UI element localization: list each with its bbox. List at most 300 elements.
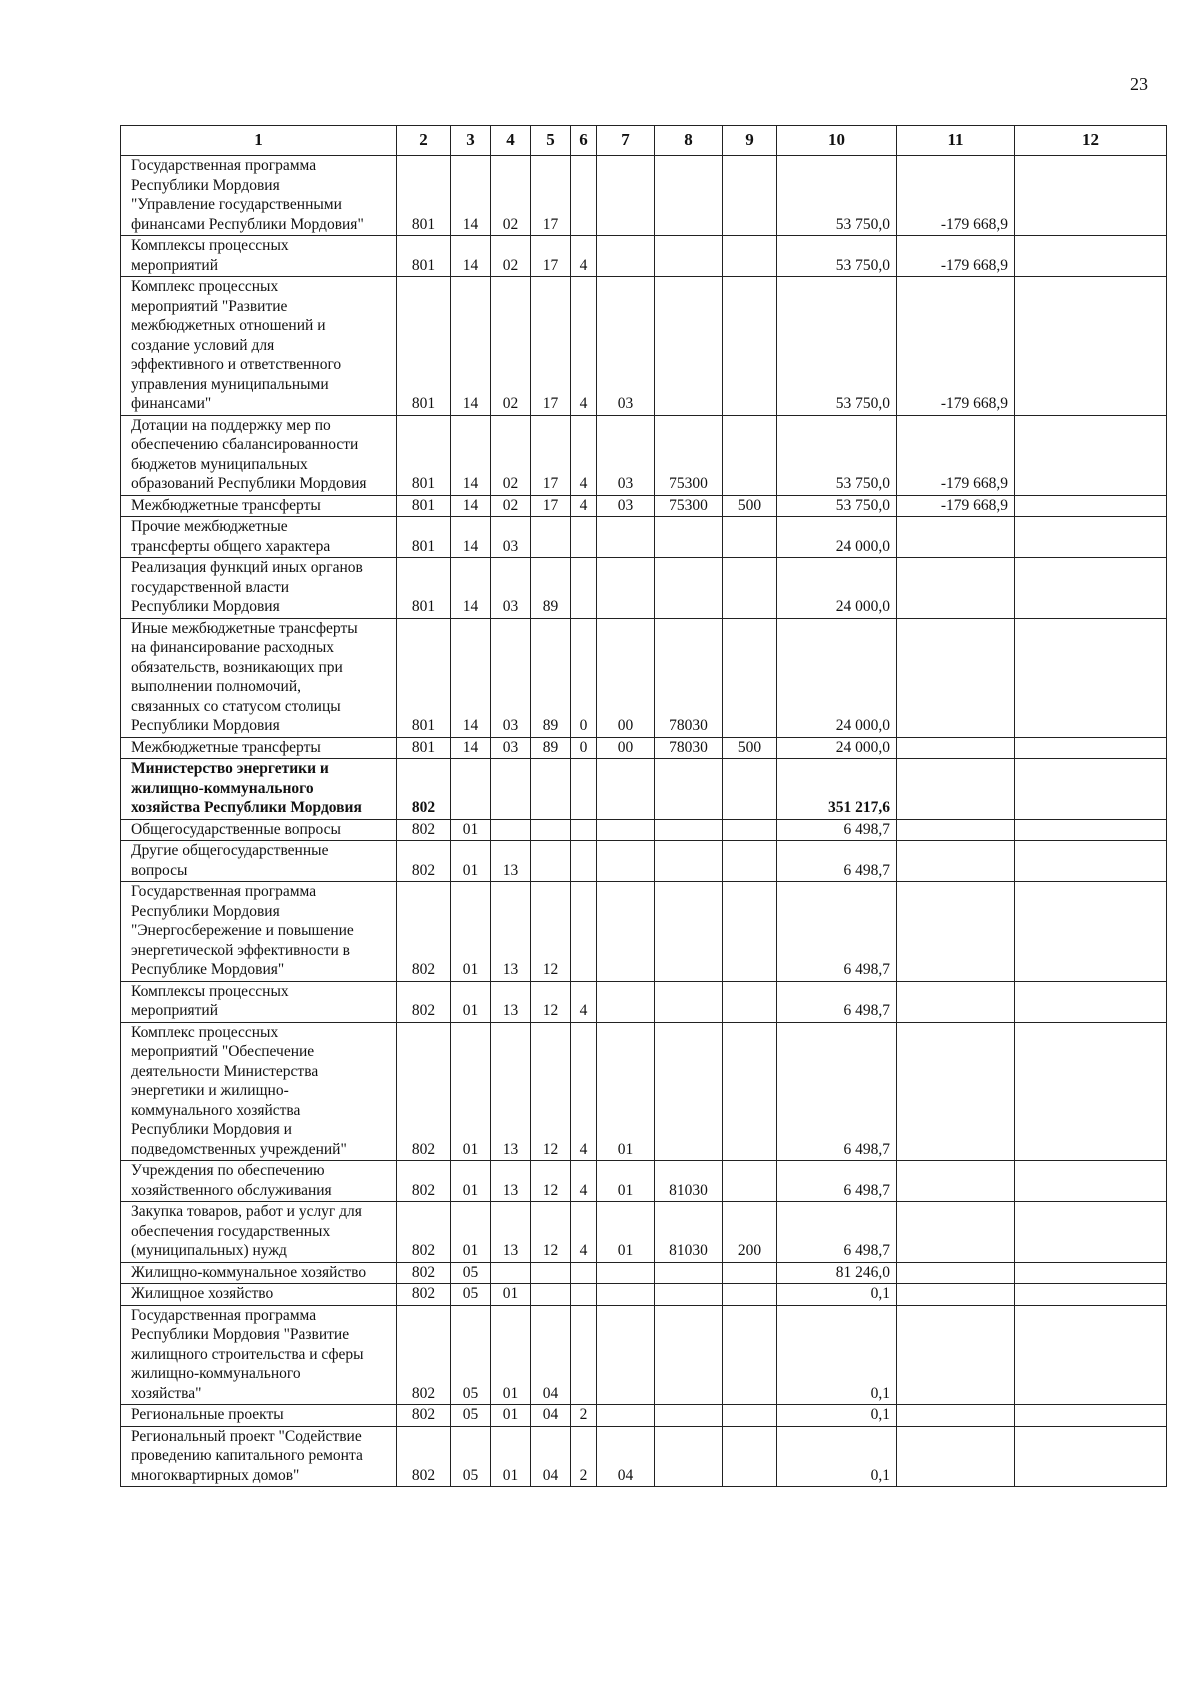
cell-col-7: 00 bbox=[597, 618, 655, 737]
cell-col-4 bbox=[491, 1262, 531, 1284]
cell-col-9 bbox=[723, 1262, 777, 1284]
cell-col-3: 05 bbox=[451, 1426, 491, 1487]
cell-col-5 bbox=[531, 1284, 571, 1306]
cell-col-7: 01 bbox=[597, 1022, 655, 1161]
cell-col-3 bbox=[451, 759, 491, 820]
cell-col-3: 01 bbox=[451, 841, 491, 882]
cell-col-5: 12 bbox=[531, 882, 571, 982]
cell-col-9: 500 bbox=[723, 737, 777, 759]
cell-col-8 bbox=[655, 558, 723, 619]
cell-col-6: 0 bbox=[571, 737, 597, 759]
cell-col-6: 4 bbox=[571, 236, 597, 277]
cell-col-9 bbox=[723, 156, 777, 236]
cell-col-12 bbox=[1015, 1202, 1167, 1263]
cell-col-7 bbox=[597, 841, 655, 882]
cell-col-9 bbox=[723, 517, 777, 558]
cell-col-10: 53 750,0 bbox=[777, 495, 897, 517]
cell-col-11: -179 668,9 bbox=[897, 495, 1015, 517]
cell-col-12 bbox=[1015, 618, 1167, 737]
table-row bbox=[121, 1284, 1167, 1306]
table-row bbox=[121, 1405, 1167, 1427]
cell-name: Государственная программа Республики Мордовия "Управление государственными финансами Республики Мордовия" bbox=[121, 156, 397, 236]
cell-col-9 bbox=[723, 981, 777, 1022]
cell-col-9 bbox=[723, 1426, 777, 1487]
cell-col-6: 4 bbox=[571, 981, 597, 1022]
cell-col-7 bbox=[597, 1262, 655, 1284]
cell-col-5: 17 bbox=[531, 495, 571, 517]
cell-name: Межбюджетные трансферты bbox=[121, 737, 397, 759]
cell-col-8: 78030 bbox=[655, 618, 723, 737]
cell-col-9 bbox=[723, 558, 777, 619]
cell-name: Комплексы процессных мероприятий bbox=[121, 236, 397, 277]
cell-col-8 bbox=[655, 1405, 723, 1427]
cell-col-5: 17 bbox=[531, 156, 571, 236]
cell-col-4: 02 bbox=[491, 495, 531, 517]
cell-col-8 bbox=[655, 1426, 723, 1487]
cell-col-7 bbox=[597, 1284, 655, 1306]
cell-col-8 bbox=[655, 277, 723, 416]
cell-col-2: 801 bbox=[397, 236, 451, 277]
cell-col-8 bbox=[655, 841, 723, 882]
cell-col-3: 14 bbox=[451, 277, 491, 416]
cell-col-12 bbox=[1015, 1426, 1167, 1487]
cell-col-6 bbox=[571, 819, 597, 841]
cell-col-5: 17 bbox=[531, 277, 571, 416]
cell-col-3: 01 bbox=[451, 882, 491, 982]
cell-col-4: 03 bbox=[491, 517, 531, 558]
cell-col-6: 2 bbox=[571, 1405, 597, 1427]
column-header-7: 7 bbox=[597, 126, 655, 156]
cell-col-4: 02 bbox=[491, 236, 531, 277]
table-row bbox=[121, 1305, 1167, 1405]
cell-col-3: 14 bbox=[451, 236, 491, 277]
cell-col-5 bbox=[531, 517, 571, 558]
table-row bbox=[121, 1202, 1167, 1263]
cell-col-9 bbox=[723, 618, 777, 737]
cell-col-9 bbox=[723, 819, 777, 841]
cell-col-5: 89 bbox=[531, 737, 571, 759]
cell-col-3: 14 bbox=[451, 618, 491, 737]
cell-col-3: 14 bbox=[451, 517, 491, 558]
cell-col-9 bbox=[723, 1022, 777, 1161]
cell-col-9 bbox=[723, 759, 777, 820]
cell-col-12 bbox=[1015, 841, 1167, 882]
table-row bbox=[121, 819, 1167, 841]
cell-col-6 bbox=[571, 882, 597, 982]
cell-col-10: 0,1 bbox=[777, 1405, 897, 1427]
cell-col-3: 05 bbox=[451, 1405, 491, 1427]
cell-col-6 bbox=[571, 1305, 597, 1405]
cell-col-12 bbox=[1015, 1284, 1167, 1306]
cell-col-6: 4 bbox=[571, 277, 597, 416]
cell-col-11 bbox=[897, 1262, 1015, 1284]
cell-col-2: 801 bbox=[397, 415, 451, 495]
cell-col-4: 03 bbox=[491, 737, 531, 759]
cell-col-9 bbox=[723, 841, 777, 882]
cell-col-6: 4 bbox=[571, 495, 597, 517]
cell-col-4: 13 bbox=[491, 1161, 531, 1202]
cell-col-4: 01 bbox=[491, 1426, 531, 1487]
cell-col-8 bbox=[655, 819, 723, 841]
cell-col-3: 01 bbox=[451, 981, 491, 1022]
table-row bbox=[121, 1161, 1167, 1202]
cell-col-12 bbox=[1015, 277, 1167, 416]
cell-col-3: 14 bbox=[451, 495, 491, 517]
cell-col-12 bbox=[1015, 517, 1167, 558]
cell-name: Дотации на поддержку мер по обеспечению сбалансированности бюджетов муниципальных образований Республики Мордовия bbox=[121, 415, 397, 495]
cell-col-7 bbox=[597, 1405, 655, 1427]
cell-col-11 bbox=[897, 1426, 1015, 1487]
cell-col-11 bbox=[897, 1305, 1015, 1405]
cell-name: Общегосударственные вопросы bbox=[121, 819, 397, 841]
cell-col-11 bbox=[897, 1284, 1015, 1306]
cell-col-2: 801 bbox=[397, 737, 451, 759]
cell-col-11 bbox=[897, 819, 1015, 841]
table-row bbox=[121, 156, 1167, 236]
cell-col-3: 01 bbox=[451, 1161, 491, 1202]
cell-col-12 bbox=[1015, 819, 1167, 841]
cell-col-2: 802 bbox=[397, 981, 451, 1022]
cell-name: Жилищное хозяйство bbox=[121, 1284, 397, 1306]
cell-col-11 bbox=[897, 981, 1015, 1022]
cell-col-5: 89 bbox=[531, 558, 571, 619]
table-row bbox=[121, 236, 1167, 277]
cell-col-7 bbox=[597, 236, 655, 277]
cell-col-2: 802 bbox=[397, 1022, 451, 1161]
cell-col-3: 05 bbox=[451, 1262, 491, 1284]
cell-col-2: 802 bbox=[397, 759, 451, 820]
cell-col-4: 13 bbox=[491, 1022, 531, 1161]
cell-col-11 bbox=[897, 618, 1015, 737]
cell-col-4 bbox=[491, 819, 531, 841]
cell-col-12 bbox=[1015, 882, 1167, 982]
cell-col-11: -179 668,9 bbox=[897, 277, 1015, 416]
cell-col-11 bbox=[897, 1405, 1015, 1427]
cell-col-3: 14 bbox=[451, 415, 491, 495]
cell-col-2: 801 bbox=[397, 495, 451, 517]
cell-col-10: 6 498,7 bbox=[777, 1022, 897, 1161]
cell-col-9 bbox=[723, 1305, 777, 1405]
cell-col-9 bbox=[723, 1284, 777, 1306]
cell-col-9 bbox=[723, 277, 777, 416]
column-header-12: 12 bbox=[1015, 126, 1167, 156]
cell-col-10: 0,1 bbox=[777, 1426, 897, 1487]
cell-col-12 bbox=[1015, 156, 1167, 236]
cell-col-2: 802 bbox=[397, 841, 451, 882]
cell-col-2: 802 bbox=[397, 1284, 451, 1306]
cell-col-5: 89 bbox=[531, 618, 571, 737]
cell-col-9: 500 bbox=[723, 495, 777, 517]
cell-col-10: 53 750,0 bbox=[777, 236, 897, 277]
cell-col-5: 04 bbox=[531, 1426, 571, 1487]
cell-col-7: 03 bbox=[597, 277, 655, 416]
cell-col-6: 4 bbox=[571, 1022, 597, 1161]
column-header-3: 3 bbox=[451, 126, 491, 156]
table-row bbox=[121, 415, 1167, 495]
cell-col-6 bbox=[571, 1262, 597, 1284]
cell-name: Другие общегосударственные вопросы bbox=[121, 841, 397, 882]
table-row bbox=[121, 618, 1167, 737]
cell-col-8 bbox=[655, 1305, 723, 1405]
cell-col-11 bbox=[897, 1202, 1015, 1263]
table-row bbox=[121, 841, 1167, 882]
table-row bbox=[121, 277, 1167, 416]
cell-col-5: 12 bbox=[531, 981, 571, 1022]
column-header-5: 5 bbox=[531, 126, 571, 156]
cell-col-6: 4 bbox=[571, 415, 597, 495]
cell-col-5 bbox=[531, 819, 571, 841]
cell-col-8 bbox=[655, 156, 723, 236]
cell-col-4: 13 bbox=[491, 981, 531, 1022]
cell-col-11 bbox=[897, 737, 1015, 759]
cell-name: Региональный проект "Содействие проведению капитального ремонта многоквартирных домов" bbox=[121, 1426, 397, 1487]
table-row bbox=[121, 737, 1167, 759]
cell-col-3: 14 bbox=[451, 737, 491, 759]
cell-col-12 bbox=[1015, 558, 1167, 619]
cell-col-11 bbox=[897, 841, 1015, 882]
cell-col-6 bbox=[571, 558, 597, 619]
cell-col-9 bbox=[723, 1405, 777, 1427]
cell-col-5: 12 bbox=[531, 1202, 571, 1263]
cell-col-8: 75300 bbox=[655, 415, 723, 495]
cell-col-3: 14 bbox=[451, 156, 491, 236]
cell-col-7 bbox=[597, 517, 655, 558]
cell-col-2: 802 bbox=[397, 1426, 451, 1487]
cell-col-7: 03 bbox=[597, 415, 655, 495]
cell-col-7: 01 bbox=[597, 1202, 655, 1263]
cell-col-4: 13 bbox=[491, 1202, 531, 1263]
cell-col-11: -179 668,9 bbox=[897, 156, 1015, 236]
cell-col-9 bbox=[723, 1161, 777, 1202]
cell-col-8 bbox=[655, 759, 723, 820]
cell-col-10: 6 498,7 bbox=[777, 1202, 897, 1263]
cell-name: Комплекс процессных мероприятий "Развитие межбюджетных отношений и создание условий для эффективного и ответственного управления муниципальными финансами" bbox=[121, 277, 397, 416]
cell-col-5 bbox=[531, 759, 571, 820]
cell-col-7 bbox=[597, 981, 655, 1022]
cell-col-9 bbox=[723, 415, 777, 495]
cell-col-2: 801 bbox=[397, 156, 451, 236]
cell-name: Реализация функций иных органов государственной власти Республики Мордовия bbox=[121, 558, 397, 619]
cell-col-5: 17 bbox=[531, 415, 571, 495]
column-header-2: 2 bbox=[397, 126, 451, 156]
cell-col-6: 0 bbox=[571, 618, 597, 737]
cell-name: Комплексы процессных мероприятий bbox=[121, 981, 397, 1022]
cell-col-10: 6 498,7 bbox=[777, 1161, 897, 1202]
cell-col-9 bbox=[723, 236, 777, 277]
cell-col-11: -179 668,9 bbox=[897, 415, 1015, 495]
cell-col-3: 05 bbox=[451, 1284, 491, 1306]
cell-col-6 bbox=[571, 759, 597, 820]
cell-col-7: 00 bbox=[597, 737, 655, 759]
table-row bbox=[121, 1426, 1167, 1487]
cell-col-12 bbox=[1015, 1161, 1167, 1202]
cell-col-10: 6 498,7 bbox=[777, 819, 897, 841]
cell-name: Прочие межбюджетные трансферты общего характера bbox=[121, 517, 397, 558]
cell-col-4: 02 bbox=[491, 415, 531, 495]
cell-col-8 bbox=[655, 1284, 723, 1306]
cell-col-10: 6 498,7 bbox=[777, 882, 897, 982]
cell-col-6: 4 bbox=[571, 1202, 597, 1263]
cell-col-6: 2 bbox=[571, 1426, 597, 1487]
cell-col-12 bbox=[1015, 1262, 1167, 1284]
cell-col-10: 24 000,0 bbox=[777, 618, 897, 737]
cell-col-7 bbox=[597, 156, 655, 236]
cell-col-8 bbox=[655, 517, 723, 558]
cell-col-10: 53 750,0 bbox=[777, 277, 897, 416]
cell-col-11: -179 668,9 bbox=[897, 236, 1015, 277]
cell-col-10: 24 000,0 bbox=[777, 517, 897, 558]
cell-col-5: 04 bbox=[531, 1305, 571, 1405]
cell-col-7: 04 bbox=[597, 1426, 655, 1487]
cell-col-2: 802 bbox=[397, 1305, 451, 1405]
cell-col-10: 6 498,7 bbox=[777, 841, 897, 882]
cell-col-5: 04 bbox=[531, 1405, 571, 1427]
table-row bbox=[121, 558, 1167, 619]
cell-col-12 bbox=[1015, 236, 1167, 277]
cell-name: Учреждения по обеспечению хозяйственного обслуживания bbox=[121, 1161, 397, 1202]
cell-col-2: 802 bbox=[397, 1161, 451, 1202]
cell-col-12 bbox=[1015, 415, 1167, 495]
cell-col-11 bbox=[897, 517, 1015, 558]
cell-col-10: 53 750,0 bbox=[777, 156, 897, 236]
cell-col-4: 01 bbox=[491, 1284, 531, 1306]
cell-name: Государственная программа Республики Мордовия "Энергосбережение и повышение энергетической эффективности в Республике Мордовия" bbox=[121, 882, 397, 982]
cell-col-11 bbox=[897, 882, 1015, 982]
cell-col-12 bbox=[1015, 495, 1167, 517]
cell-col-4: 01 bbox=[491, 1305, 531, 1405]
cell-col-12 bbox=[1015, 981, 1167, 1022]
cell-col-12 bbox=[1015, 1305, 1167, 1405]
cell-col-10: 0,1 bbox=[777, 1305, 897, 1405]
table-body bbox=[121, 156, 1167, 1487]
cell-col-10: 0,1 bbox=[777, 1284, 897, 1306]
column-header-6: 6 bbox=[571, 126, 597, 156]
cell-name: Закупка товаров, работ и услуг для обеспечения государственных (муниципальных) нужд bbox=[121, 1202, 397, 1263]
cell-col-2: 802 bbox=[397, 1405, 451, 1427]
cell-col-4: 03 bbox=[491, 558, 531, 619]
cell-name: Государственная программа Республики Мордовия "Развитие жилищного строительства и сферы жилищно-коммунального хозяйства" bbox=[121, 1305, 397, 1405]
cell-col-7 bbox=[597, 759, 655, 820]
cell-col-5: 12 bbox=[531, 1022, 571, 1161]
cell-col-10: 53 750,0 bbox=[777, 415, 897, 495]
column-header-8: 8 bbox=[655, 126, 723, 156]
cell-col-8 bbox=[655, 1262, 723, 1284]
cell-col-8: 81030 bbox=[655, 1202, 723, 1263]
cell-col-3: 05 bbox=[451, 1305, 491, 1405]
cell-col-11 bbox=[897, 558, 1015, 619]
cell-col-2: 801 bbox=[397, 277, 451, 416]
cell-col-7 bbox=[597, 882, 655, 982]
cell-col-10: 24 000,0 bbox=[777, 737, 897, 759]
budget-table bbox=[120, 125, 1167, 1487]
cell-col-8: 81030 bbox=[655, 1161, 723, 1202]
cell-col-7: 01 bbox=[597, 1161, 655, 1202]
cell-name: Министерство энергетики и жилищно-коммунального хозяйства Республики Мордовия bbox=[121, 759, 397, 820]
cell-col-12 bbox=[1015, 759, 1167, 820]
cell-col-10: 24 000,0 bbox=[777, 558, 897, 619]
cell-col-8: 75300 bbox=[655, 495, 723, 517]
cell-col-4: 02 bbox=[491, 156, 531, 236]
cell-col-6 bbox=[571, 156, 597, 236]
cell-name: Региональные проекты bbox=[121, 1405, 397, 1427]
cell-name: Иные межбюджетные трансферты на финансирование расходных обязательств, возникающих при выполнении полномочий, связанных со статусом столицы Республики Мордовия bbox=[121, 618, 397, 737]
cell-name: Межбюджетные трансферты bbox=[121, 495, 397, 517]
cell-col-4: 03 bbox=[491, 618, 531, 737]
cell-col-8 bbox=[655, 1022, 723, 1161]
cell-col-11 bbox=[897, 759, 1015, 820]
table-row bbox=[121, 882, 1167, 982]
column-header-10: 10 bbox=[777, 126, 897, 156]
cell-col-4: 13 bbox=[491, 841, 531, 882]
table-row bbox=[121, 981, 1167, 1022]
column-header-11: 11 bbox=[897, 126, 1015, 156]
table-row bbox=[121, 495, 1167, 517]
page-number: 23 bbox=[1130, 74, 1148, 94]
cell-col-7 bbox=[597, 819, 655, 841]
cell-col-8: 78030 bbox=[655, 737, 723, 759]
cell-col-11 bbox=[897, 1022, 1015, 1161]
cell-col-12 bbox=[1015, 1022, 1167, 1161]
cell-col-10: 351 217,6 bbox=[777, 759, 897, 820]
header-row bbox=[121, 126, 1167, 156]
cell-col-7 bbox=[597, 1305, 655, 1405]
cell-col-4: 01 bbox=[491, 1405, 531, 1427]
cell-col-2: 801 bbox=[397, 558, 451, 619]
table-row bbox=[121, 1262, 1167, 1284]
cell-col-9: 200 bbox=[723, 1202, 777, 1263]
cell-col-12 bbox=[1015, 737, 1167, 759]
cell-col-5: 17 bbox=[531, 236, 571, 277]
cell-col-5 bbox=[531, 1262, 571, 1284]
column-header-1: 1 bbox=[121, 126, 397, 156]
cell-col-2: 801 bbox=[397, 517, 451, 558]
column-header-4: 4 bbox=[491, 126, 531, 156]
cell-col-8 bbox=[655, 882, 723, 982]
cell-col-3: 01 bbox=[451, 1202, 491, 1263]
table-row bbox=[121, 517, 1167, 558]
table-row bbox=[121, 759, 1167, 820]
cell-col-3: 14 bbox=[451, 558, 491, 619]
cell-col-6: 4 bbox=[571, 1161, 597, 1202]
cell-col-5: 12 bbox=[531, 1161, 571, 1202]
cell-col-4 bbox=[491, 759, 531, 820]
cell-col-11 bbox=[897, 1161, 1015, 1202]
cell-col-4: 02 bbox=[491, 277, 531, 416]
cell-col-2: 802 bbox=[397, 882, 451, 982]
cell-col-6 bbox=[571, 517, 597, 558]
cell-col-6 bbox=[571, 1284, 597, 1306]
cell-col-2: 802 bbox=[397, 819, 451, 841]
table-row bbox=[121, 1022, 1167, 1161]
column-header-9: 9 bbox=[723, 126, 777, 156]
cell-name: Комплекс процессных мероприятий "Обеспечение деятельности Министерства энергетики и жилищно- коммунального хозяйства Республики Мордовия и подведомственных учреждений" bbox=[121, 1022, 397, 1161]
cell-col-2: 802 bbox=[397, 1262, 451, 1284]
cell-col-10: 6 498,7 bbox=[777, 981, 897, 1022]
cell-col-5 bbox=[531, 841, 571, 882]
cell-col-8 bbox=[655, 236, 723, 277]
cell-col-2: 802 bbox=[397, 1202, 451, 1263]
cell-col-3: 01 bbox=[451, 819, 491, 841]
cell-col-8 bbox=[655, 981, 723, 1022]
cell-col-10: 81 246,0 bbox=[777, 1262, 897, 1284]
cell-col-6 bbox=[571, 841, 597, 882]
cell-col-9 bbox=[723, 882, 777, 982]
cell-col-7 bbox=[597, 558, 655, 619]
cell-col-7: 03 bbox=[597, 495, 655, 517]
cell-col-4: 13 bbox=[491, 882, 531, 982]
cell-col-3: 01 bbox=[451, 1022, 491, 1161]
cell-col-12 bbox=[1015, 1405, 1167, 1427]
